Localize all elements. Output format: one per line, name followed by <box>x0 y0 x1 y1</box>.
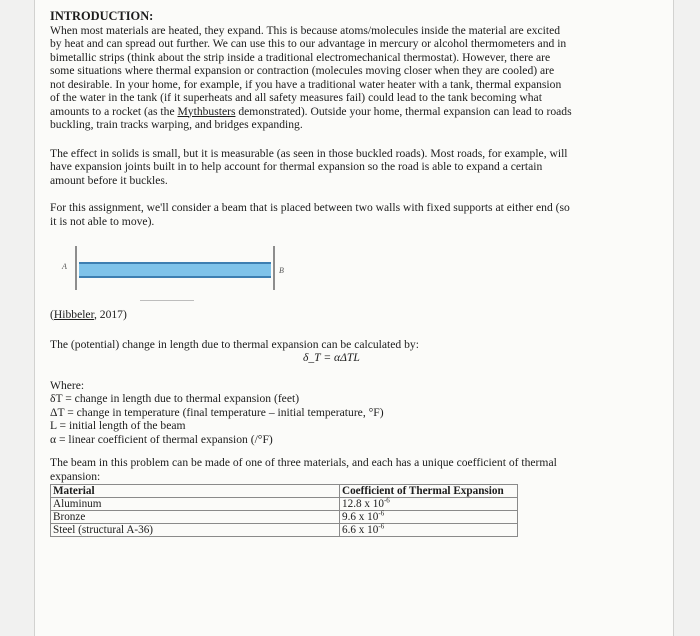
material-name: Aluminum <box>51 498 340 511</box>
thermal-expansion-formula: δ_T = αΔTL <box>303 351 360 364</box>
p1-line-7b: demonstrated). Outside your home, thermal expansion can lead to roads <box>235 104 572 118</box>
material-name: Steel (structural A-36) <box>51 524 340 537</box>
p1-line-8: buckling, train tracks warping, and bridges expanding. <box>50 118 303 131</box>
intro-paragraph-3 <box>50 201 662 228</box>
intro-paragraph-1 <box>50 24 662 132</box>
p1-line-7a: amounts to a rocket (as the <box>50 104 178 118</box>
p2-line-3: amount before it buckles. <box>50 173 168 187</box>
table-row <box>51 511 518 524</box>
header-coefficient: Coefficient of Thermal Expansion <box>340 485 518 498</box>
support-label-b: B <box>279 266 284 275</box>
materials-intro-line-1: The beam in this problem can be made of one of three materials, and each has a unique coefficient of thermal <box>50 456 557 469</box>
materials-intro <box>50 456 662 483</box>
coefficient-value: 6.6 x 10 <box>342 524 379 536</box>
p1-line-6: of the water in the tank (if it superheats and all safety measures fail) could lead to the tank becoming what <box>50 91 542 104</box>
definition-delta-temperature: ΔT = change in temperature (final temperature – initial temperature, °F) <box>50 405 384 419</box>
definition-delta-t-length: δT = change in length due to thermal expansion (feet) <box>50 392 300 405</box>
material-coefficient <box>340 498 518 511</box>
coefficient-exponent: -6 <box>378 522 385 531</box>
citation-author-link[interactable]: Hibbeler <box>53 308 94 321</box>
p1-line-4: some situations where thermal expansion or contraction (molecules moving closer when they are cooled) are <box>50 64 555 77</box>
coefficient-value: 12.8 x 10 <box>342 498 384 510</box>
table-header-row <box>51 485 518 498</box>
p1-line-5: not desirable. In your home, for example, if you have a traditional water heater with a tank, thermal expansion <box>50 77 562 91</box>
materials-intro-line-2: expansion: <box>50 469 101 483</box>
where-title: Where: <box>50 378 85 392</box>
p3-line-1: For this assignment, we'll consider a beam that is placed between two walls with fixed supports at either end (so <box>50 201 570 214</box>
citation-open: ( <box>50 308 54 321</box>
p1-line-3: bimetallic strips (think about the strip inside a traditional electromechanical thermostat). However, there are <box>50 50 551 64</box>
p1-line-1: When most materials are heated, they expand. This is because atoms/molecules inside the material are excited <box>50 23 561 37</box>
document-content <box>50 10 662 537</box>
table-row <box>51 524 518 537</box>
figure-rule <box>140 300 194 301</box>
variable-definitions <box>50 379 662 447</box>
materials-table <box>50 484 518 537</box>
formula-intro: The (potential) change in length due to thermal expansion can be calculated by: <box>50 337 419 351</box>
header-material: Material <box>51 485 340 498</box>
left-wall-support <box>75 246 77 290</box>
beam-diagram <box>50 242 662 304</box>
support-label-a: A <box>62 262 67 271</box>
coefficient-value: 9.6 x 10 <box>342 511 379 523</box>
material-coefficient <box>340 511 518 524</box>
table-row <box>51 498 518 511</box>
p2-line-1: The effect in solids is small, but it is measurable (as seen in those buckled roads). Most roads, for example, will <box>50 146 568 160</box>
definition-length: L = initial length of the beam <box>50 419 186 432</box>
right-wall-support <box>273 246 275 290</box>
citation <box>50 308 662 322</box>
document-page <box>34 0 674 636</box>
intro-paragraph-2 <box>50 147 662 188</box>
definition-alpha: α = linear coefficient of thermal expansion (/°F) <box>50 432 273 446</box>
mythbusters-link[interactable]: Mythbusters <box>177 104 236 118</box>
material-name: Bronze <box>51 511 340 524</box>
coefficient-exponent: -6 <box>383 496 390 505</box>
material-coefficient <box>340 524 518 537</box>
p1-line-2: by heat and can spread out further. We can use this to our advantage in mercury or alcohol thermometers and in <box>50 37 567 50</box>
p3-line-2: it is not able to move). <box>50 214 155 228</box>
introduction-heading: INTRODUCTION: <box>50 9 154 23</box>
p2-line-2: have expansion joints built in to help account for thermal expansion so the road is able to expand a certain <box>50 160 543 173</box>
citation-year: , 2017) <box>93 308 127 321</box>
beam <box>79 262 271 278</box>
coefficient-exponent: -6 <box>378 509 385 518</box>
